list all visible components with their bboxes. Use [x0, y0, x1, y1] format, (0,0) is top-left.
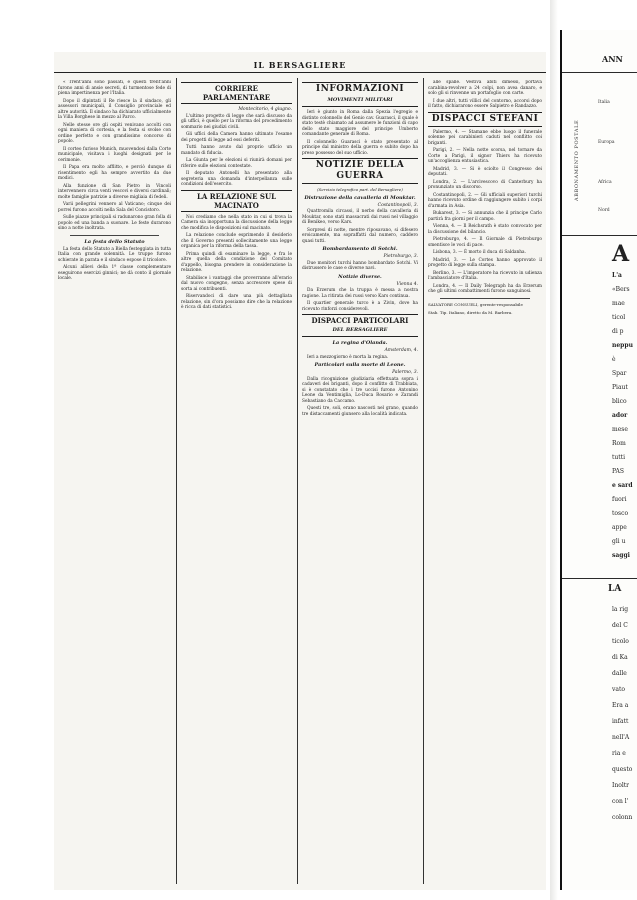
col4-para2-8: Lisbona, 3. — È morto il duca di Saldanha. [433, 250, 526, 255]
col4-para-0: alle spalle. Vestiva abiti dimessi, portava carabina-revolver a 24 colpi, non avea danaro, e solo gli si rinvenne un portafoglio con carte. [428, 80, 542, 96]
strip-line-1: «Bers [612, 286, 630, 293]
col4-footer-author: SALVATORE CONSUELI, gerente-responsabile [428, 301, 523, 307]
strip-line-17: tosco [612, 510, 629, 517]
strip-line2-13: colonn [612, 814, 633, 821]
strip-line2-12: con l' [612, 798, 629, 805]
strip-line-0: L'a [612, 272, 622, 279]
col4-para2-9: Madrid, 3. — Le Cortes hanno approvato il progetto di legge sulla stampa. [428, 257, 542, 268]
strip-big-letter-2: LA [608, 584, 622, 594]
column-2 [181, 80, 292, 884]
strip-word-4: Nord [598, 208, 610, 213]
strip-line-16: fuori [612, 496, 627, 503]
col3-subhead-4: La regina d'Olanda. [332, 340, 388, 346]
col3-section3-title: DISPACCI PARTICOLARI [311, 316, 409, 325]
strip-rule-1 [562, 72, 637, 73]
col1-para2-1: Alcuni allievi della 1ª classe complementare eseguirono esercizi ginnici; ne dà conto il giornale locale. [58, 265, 171, 281]
col2-para2-4: Riservandoci di dare una più dettagliata relazione, sin d'ora possiamo dire che la relazione è ricca di dati statistici. [181, 294, 292, 310]
strip-line2-9: ria e [612, 750, 626, 757]
col3-subhead-1: Distruzione della cavalleria di Mouktar. [304, 194, 416, 201]
col4-para2-7: Pietroburgo, 4. — Il Giornale di Pietroburgo smentisce le voci di pace. [428, 237, 542, 248]
col4-para2-6: Vienna, 4. — Il Reichsrath è stato convocato per la discussione del bilancio. [428, 224, 542, 235]
newspaper-page [54, 52, 546, 890]
col3-para2-1: Sorpresi di notte, mentre riposavano, si difesero eroicamente, ma sopraffatti dal numero, caddero quasi tutti. [302, 227, 418, 244]
strip-top-word: ANN [602, 54, 623, 64]
col3-para4-0: Da Erzerum che la truppa è messa a nostra ragione. La ritirata dei russi verso Kars continua. [302, 288, 418, 299]
col3-dateline-2: Pietroburgo, 3. [383, 254, 418, 259]
strip-line-14: PAS [612, 468, 624, 475]
col3-para-1: Il colonnello Guarasci è stato presentato al principe dal ministro della guerra e subito dopo ha preso possesso del suo ufficio. [302, 139, 418, 156]
strip-line2-11: Inoltr [612, 782, 630, 789]
col1-subhead: La festa dello Statuto [84, 238, 145, 245]
strip-line-5: neppu [612, 342, 633, 349]
strip-line-12: Rom [612, 440, 626, 447]
col2-para-1: Gli uffici della Camera hanno ultimato l'esame dei progetti di legge ad essi deferiti. [181, 132, 292, 143]
strip-line2-7: infatt [612, 718, 629, 725]
col4-para2-11: Londra, 4. — Il Daily Telegraph ha da Erzerum che gli ultimi combattimenti furono sanguinosi. [428, 283, 542, 294]
strip-line2-4: dalle [612, 670, 627, 677]
strip-line-8: Piaut [612, 384, 628, 391]
adjacent-page-strip [560, 30, 637, 890]
col4-section-title: DISPACCI STEFANI [431, 113, 539, 124]
col2-section2-header [181, 190, 292, 212]
col2-para2-2: Prima quindi di esaminare la legge, e fra le altre quella della condizione del Comitato d'appello, bisogna prendere in considerazione la relazione. [181, 251, 292, 273]
strip-line-10: ador [612, 412, 628, 419]
col3-section3-sub: DEL BERSAGLIERE [332, 327, 388, 333]
col3-section-header [302, 82, 418, 107]
col2-para2-0: Noi crediamo che nella stato in cui si trova la Camera sia inopportuna la discussione della legge che modifica le disposizioni sul macinato. [181, 214, 292, 231]
col1-intro: « Trent'anni sono passati, e questi trent'anni furono anni di ansie secreti, di turmentose fede di piena impertinenza per l'Italia. [58, 80, 171, 96]
col3-para2-0: Quattromila circassi, il nerbo della cavalleria di Mouktar, sono stati massacrati dai russi nel villaggio di Benikeo, verso Kars. [302, 209, 418, 225]
masthead [54, 58, 546, 73]
strip-line-6: è [612, 356, 616, 363]
strip-line-3: ticol [612, 314, 626, 321]
column-rule-3 [423, 78, 424, 884]
column-1 [58, 80, 171, 884]
col4-separator [440, 298, 530, 299]
strip-line-2: mae [612, 300, 625, 307]
col4-para2-3: Londra, 2. — L'arcivescovo di Canterbury ha pronunziato un discorso. [428, 179, 542, 190]
strip-line-18: appe [612, 524, 627, 531]
col2-section2-title: LA RELAZIONE SUL MACINATO [196, 191, 277, 210]
col3-dateline-4: Amsterdam, 4. [384, 348, 418, 353]
strip-big-letter-1: A [612, 241, 630, 267]
strip-line-20: saggi [612, 552, 630, 559]
col4-para2-0: Palermo, 4. — Stamane ebbe luogo il funerale solenne pei carabinieri caduti nel conflitto coi briganti. [428, 129, 542, 146]
col4-para-1: I due altri, tutti villici del contorno, accorsi dopo il fatto, dichiararono essere Salpietro e Randazzo. [428, 98, 542, 109]
col1-para-5: Varii pellegrini vennero al Vaticano; cinque dei porrei furono accolti nella Sala del Concistoro. [58, 202, 171, 213]
strip-line2-6: Era a [612, 702, 629, 709]
strip-line-4: di p [612, 328, 624, 335]
column-rule-2 [297, 78, 298, 884]
col4-footer-print: Stab. Tip. Italiano, diretto da M. Barbera. [428, 310, 513, 315]
col3-section2-title: NOTIZIE DELLA GUERRA [315, 160, 405, 181]
strip-line2-0: la rig [612, 606, 629, 613]
column-3 [302, 80, 418, 884]
col2-section-header [181, 82, 292, 104]
col3-para6-0: Dalla ricognizione giudiziaria effettuata sopra i cadaveri dei briganti, dopo il conflitto di Trabbiata, si è constatato che i tre uccisi furono Antonino Leone da Ventimiglia, Lo-Duca Rosario e Zarandi Sebastiano da Caccamo. [302, 376, 418, 404]
left-margin [0, 52, 54, 890]
strip-line-11: mese [612, 426, 628, 433]
col3-section-title: INFORMAZIONI [315, 84, 405, 94]
strip-line2-5: vato [612, 686, 625, 693]
col4-section-header [428, 112, 542, 127]
col3-subhead-5: Particolari sulla morte di Leone. [314, 362, 406, 368]
col1-para-2: Il corteo furioso Munich, muovendosi dalla Corte municipale, visitava i luoghi designati per le cerimonie. [58, 146, 171, 163]
col2-para2-3: Stabilisce i vantaggi che proverranno all'erario dal nuovo congegno, senza accrescere spese di sorta ai contribuenti. [181, 275, 292, 292]
col2-dateline: Montecitorio, 4 giugno. [238, 107, 292, 112]
page-fold [550, 0, 558, 900]
col2-section-title: CORRIERE PARLAMENTARE [202, 84, 271, 102]
col4-para2-2: Madrid, 3. — Si è sciolto il Congresso dei deputati. [428, 166, 542, 177]
col3-para4-1: Il quartier generale turco è a Zivin, dove ha ricevuto rinforzi considerevoli. [302, 301, 418, 312]
strip-rule-3 [562, 578, 637, 579]
strip-word-1: Italia [598, 100, 610, 105]
col2-para-2: Tutti hanno avuto dal proprio ufficio un mandato di fiducia. [181, 145, 292, 156]
strip-rule-2 [562, 235, 637, 236]
col1-para-3: Il Papa era molto afflitto, e perciò dunque di risentimento egli ha sempre avvertito da due modici. [58, 165, 171, 181]
strip-line2-10: questo [612, 766, 633, 773]
strip-line-15: e sard [612, 482, 633, 489]
col3-section-sub: MOVIMENTI MILITARI [327, 97, 393, 103]
strip-line2-8: nell'A [612, 734, 630, 741]
col3-para-0: Ieri è giunto in Roma dalla Spezia l'egregio e distinto colonnello del Genio cav. Guarasci, il quale è stato testè chiamato ad assumere le funzioni di capo dello stato maggiore del principe Umberto comandante generale di Roma. [302, 110, 418, 137]
strip-line-7: Spar [612, 370, 627, 377]
col3-para3-0: Due monitori turchi hanno bombardato Sotchi. Vi distrussero le case e diverse navi. [302, 260, 418, 271]
col4-para2-4: Costantinopoli, 2. — Gli ufficiali superiori turchi hanno ricevuto ordine di raggiungere subito i corpi d'armata in Asia. [428, 192, 542, 209]
strip-word-3: Africa [598, 180, 612, 185]
col3-section2-note: (Servizio telegrafico part. del Bersagliere) [317, 187, 403, 192]
strip-line2-1: del C [612, 622, 628, 629]
col3-para6-1: Questi tre, soli, erano nascosti nel grano, quando tre distaccamenti giunsero alla località indicata. [302, 406, 418, 417]
strip-line-13: tutti [612, 454, 626, 461]
col2-para-0: L'ultimo progetto di legge che sarà discusso da gli uffici, è quello per la riforma del procedimento sommario nei giudizi civili. [181, 113, 292, 130]
strip-vertical-text: ABBONAMENTO POSTALE [574, 119, 580, 201]
col1-separator [70, 235, 159, 236]
column-4 [428, 80, 542, 884]
col3-para5-0: Ieri a mezzogiorno è morta la regina. [307, 354, 389, 360]
col4-para2-1: Parigi, 2. — Nella notte scorsa, nel tornare da Corte a Parigi, il signor Thiers ha ricevuto un'accoglienza entusiastica. [428, 148, 542, 164]
col3-dateline-1: Costantinopoli, 3. [377, 202, 418, 208]
col1-para-4: Alla funzione di San Pietro in Vincoli intervennero circa venti vescovi e diversi cardinali; molte famiglie patrizie a diverse migliaia di fedeli. [58, 183, 171, 200]
col3-dateline-5: Palermo, 3. [392, 370, 418, 375]
masthead-title: IL BERSAGLIERE [253, 60, 347, 70]
strip-line-19: gli u [612, 538, 626, 545]
col2-para2-1: La relazione conclude esprimendo il desiderio che il Governo presenti sollecitamente una legge organica per la riforma della tassa. [181, 233, 292, 249]
col3-subhead-3: Notizie diverse. [338, 273, 382, 280]
col3-dateline-3: Vienna 4. [396, 281, 418, 287]
strip-word-2: Europa [598, 140, 615, 145]
strip-line-9: blico [612, 398, 627, 405]
col1-para-0: Dopo il dipintati il Re riesce la il sindaco, gli assessori municipali, il Consiglio provinciale ed altre autorità. Il sindaco ha dichiarato ufficialmente la Villa Borghese in mezzo al Parco. [58, 98, 171, 120]
column-rule-1 [176, 78, 177, 884]
col1-para2-0: La festa dello Statuto a Biella festeggiata in tutta Italia con grande solennità. Le truppe furono schierate in parata e il sindaco espose il tricolore. [58, 246, 171, 263]
col4-para2-5: Bukarest, 3. — Si annunzia che il principe Carlo partirà fra giorni per il campo. [428, 211, 542, 222]
col2-para-4: Il deputato Antonelli ha presentato alla segreteria una domanda d'interpellanza sulle condizioni dell'esercito. [181, 171, 292, 187]
col4-para2-10: Berlino, 3. — L'imperatore ha ricevuto in udienza l'ambasciatore d'Italia. [428, 270, 542, 281]
col3-section3-header [302, 314, 418, 337]
col3-section2-header [302, 158, 418, 184]
strip-line2-2: ticolo [612, 638, 629, 645]
col1-para-1: Nelle stesse ore gli ospiti venivano accolti con ogni maniera di cortesia, e la festa si svolse con ordine perfetto e con grandissimo concorso di popolo. [58, 122, 171, 144]
col3-subhead-2: Bombardamento di Sotchi. [322, 246, 398, 252]
col1-para-6: Sulle piazze principali si radunarono gran folla di popolo ed una banda a suonare. Le feste durarono sino a notte inoltrata. [58, 215, 171, 231]
col2-para-3: La Giunta per le elezioni si riunirà domani per riferire sulle elezioni contestate. [181, 158, 292, 169]
strip-line2-3: di Ka [612, 654, 628, 661]
